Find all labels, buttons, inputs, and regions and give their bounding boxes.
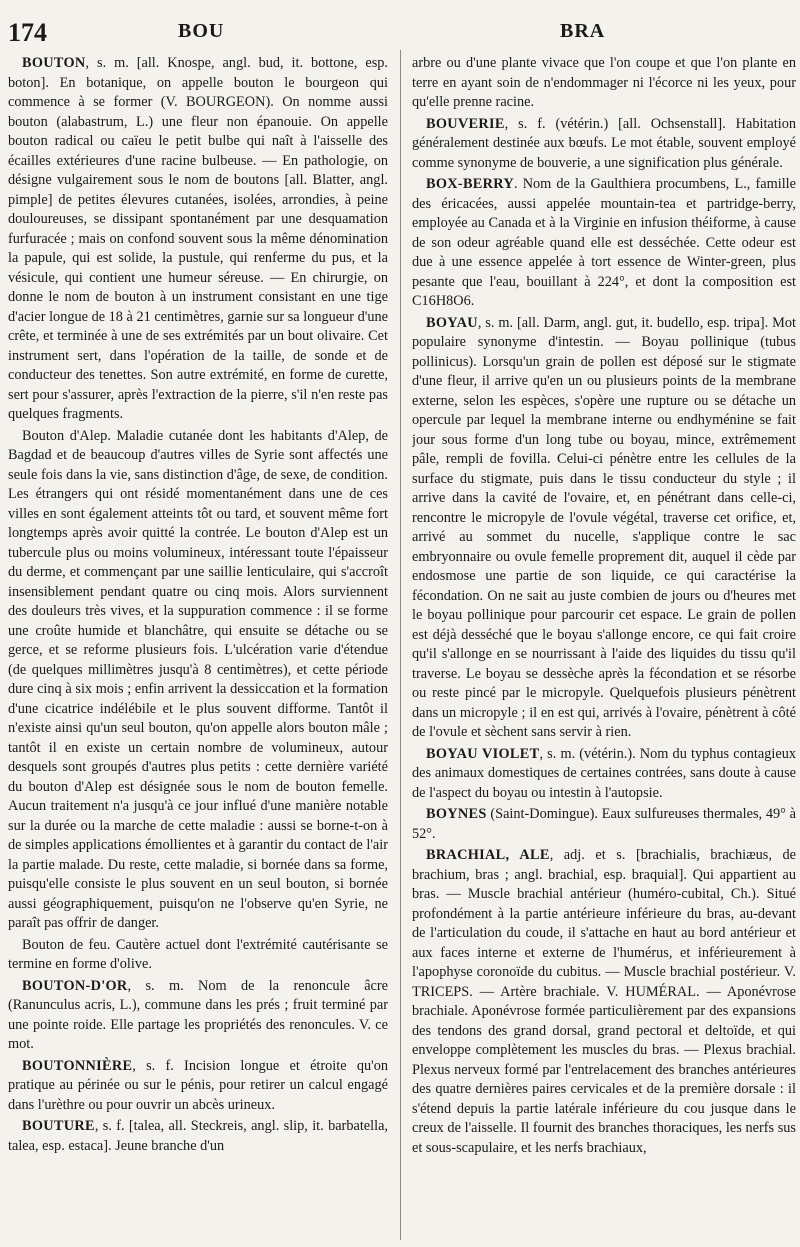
running-title-left: BOU bbox=[178, 20, 225, 42]
dictionary-entry bbox=[412, 846, 796, 1158]
entry-headword: BOYNES bbox=[426, 806, 487, 822]
entry-headword: BRACHIAL, ALE bbox=[426, 847, 550, 863]
dictionary-entry bbox=[8, 54, 388, 425]
dictionary-entry bbox=[8, 977, 388, 1055]
left-column bbox=[8, 52, 388, 1237]
entry-headword: BOX-BERRY bbox=[426, 176, 514, 192]
column-divider bbox=[400, 50, 401, 1240]
dictionary-entry bbox=[412, 745, 796, 804]
dictionary-entry bbox=[412, 54, 796, 113]
entry-headword: BOYAU bbox=[426, 314, 478, 331]
entry-headword: BOUTON bbox=[22, 55, 86, 71]
entry-text: (Saint-Domingue). Eaux sulfureuses thermales, 49° à 52°. bbox=[412, 806, 796, 842]
entry-text: , s. m. [all. Knospe, angl. bud, it. bottone, esp. boton]. En botanique, on appelle bouton le bourgeon qui commence à se former (V. BOURGEON). On nomme aussi bouton (alabastrum, L.) une fleur non épanouie. On appelle bouton radical ou caïeu le petit bulbe qui naît à l'aisselle des écailles extérieures d'une racine bulbeuse. — En pathologie, on désigne vulgairement sous le nom de boutons [all. Blatter, angl. pimple] de petites élevures cutanées, isolées, arrondies, à peine douloureuses, se dissipant spontanément par une desquamation furfuracée ; mais on confond souvent sous la même dénomination la papule, qui est solide, la pustule, qui renferme du pus, et la vésicule, qui contient une humeur séreuse. — En chirurgie, on donne le nom de bouton à un instrument consistant en une tige d'acier longue de 18 à 21 centimètres, garnie sur sa longueur d'une crête, et terminée à une de ses extrémités par un bout olivaire. Cet instrument sert, dans l'opération de la taille, de sonde et de conducteur des tenettes. Son autre extrémité, en forme de curette, sert pour s'assurer, après l'extraction de la pierre, s'il n'en reste pas quelques fragments. bbox=[8, 55, 388, 422]
entry-text: . Nom de la Gaulthiera procumbens, L., famille des éricacées, aussi appelée mountain-tea et partridge-berry, employée au Canada et à la Virginie en infusion théiforme, à cause de son odeur agréable quand elle est desséchée. Cette odeur est due à une essence appelée à tort essence de Winter-green, plus pesante que l'eau, bouillant à 224°, et dont la composition est C16H8O6. bbox=[412, 176, 796, 309]
entry-text: , s. m. [all. Darm, angl. gut, it. budello, esp. tripa]. Mot populaire synonyme d'intestin. — Boyau pollinique (tubus pollinicus). Lorsqu'un grain de pollen est déposé sur le stigmate d'une fleur, il arrive qu'en un ou plusieurs points de la membrane externe, selon les espèces, s'opère une rupture ou se détache un opercule par lequel la membrane interne ou endhyménine se fait jour sous forme d'un long tube ou boyau, mince, extrêmement pâle, rempli de fovilla. Celui-ci pénètre entre les cellules de la surface du stigmate, puis dans le tissu conducteur du style ; il arrive dans la cavité de l'ovaire, et, en pénétrant dans celle-ci, rencontre le micropyle de l'ovule végétal, traverse cet orifice, et, arrivé au sommet du nucelle, s'applique contre le sac embryonnaire ou ovule femelle proprement dit, auquel il cède par endosmose une partie de son liquide, ce qui caractérise la fécondation. On ne sait au juste combien de jours ou d'heures met le boyau pollinique pour parcourir cet espace. Le grain de pollen est déjà desséché que le boyau s'allonge encore, ce qui fait croire qu'il s'allonge en se nourrissant à l'aide des liquides du tissu qu'il traverse. Le boyau se dessèche après la fécondation et se résorbe ou reste pincé par le micropyle. Quelquefois plusieurs pénètrent dans un micropyle ; il en est qui, arrivés à l'ovaire, pénètrent à côté de l'ovule et sèchent sans servir à rien. bbox=[412, 314, 796, 740]
dictionary-entry bbox=[412, 115, 796, 174]
dictionary-entry bbox=[8, 427, 388, 934]
entry-headword: BOUVERIE bbox=[426, 115, 505, 132]
entry-text: Bouton de feu. Cautère actuel dont l'extrémité cautérisante se termine en forme d'olive. bbox=[8, 936, 388, 972]
entry-text: , s. m. Nom de la renoncule âcre (Ranunculus acris, L.), commune dans les prés ; fruit terminé par une pointe roide. Elle partage les propriétés des renoncules. V. ce mot. bbox=[8, 977, 388, 1052]
entry-headword: BOUTON-D'OR bbox=[22, 977, 128, 994]
entry-text: , s. f. Incision longue et étroite qu'on pratique au périnée ou sur le pénis, pour retirer un calcul engagé dans l'urèthre ou pour ouvrir un abcès urineux. bbox=[8, 1057, 388, 1113]
entry-text: , s. m. (vétérin.). Nom du typhus contagieux des animaux domestiques de certaines contrées, sans doute à cause de l'aspect du boyau ou intestin à l'autopsie. bbox=[412, 745, 796, 801]
entry-text: , s. f. (vétérin.) [all. Ochsenstall]. Habitation généralement destinée aux bœufs. Le mot étable, souvent employé comme synonyme de bouverie, a une signification plus générale. bbox=[412, 115, 796, 171]
dictionary-entry bbox=[412, 805, 796, 844]
entry-text: , s. f. [talea, all. Steckreis, angl. slip, it. barbatella, talea, esp. estaca]. Jeune branche d'un bbox=[8, 1118, 388, 1154]
entry-text: Bouton d'Alep. Maladie cutanée dont les habitants d'Alep, de Bagdad et de beaucoup d'autres villes de Syrie sont affectés une seule fois dans la vie, sans distinction d'âge, de sexe, de condition. Les étrangers qui ont résidé momentanément dans une de ces villes en sont également atteints tôt ou tard, et souvent même fort longtemps après avoir quitté la contrée. Le bouton d'Alep est un tubercule plus ou moins volumineux, intéressant toute l'épaisseur du derme, et commençant par une saillie lenticulaire, qui s'accroît insensiblement pendant quatre ou cinq mois. Alors surviennent des douleurs très vives, et la suppuration commence : il se forme une croûte humide et blanchâtre, qui ensuite se détache ou se gerce, et se reforme plusieurs fois. L'ulcération varie d'étendue (de quelques millimètres jusqu'à 8 centimètres), et cette période dure cinq à six mois ; enfin arrivent la dessiccation et la formation d'une cicatrice indélébile et le plus souvent difforme. Tantôt il n'existe ainsi qu'un seul bouton, qu'on appelle alors bouton mâle ; tantôt il en existe un certain nombre de volumineux, autour desquels sont groupés d'autres plus petits : cette dernière variété du bouton d'Alep est désignée sous le nom de bouton femelle. Aucun traitement n'a jusqu'à ce jour influé d'une manière notable sur la durée ou la marche de cette maladie : aussi se borne-t-on à de simples applications émollientes et à garantir du contact de l'air la partie malade. Du reste, cette maladie, si bornée dans sa forme, puisqu'elle consiste le plus souvent en un seul bouton, si bornée aussi géographiquement, puisqu'on ne l'observe qu'en Syrie, ne paraît pas offrir de danger. bbox=[8, 427, 388, 931]
entry-headword: BOYAU VIOLET bbox=[426, 745, 540, 762]
dictionary-entry bbox=[8, 1117, 388, 1156]
entry-headword: BOUTURE bbox=[22, 1118, 95, 1134]
page-number: 174 bbox=[8, 18, 47, 47]
running-title-right: BRA bbox=[560, 20, 606, 42]
entry-text: , adj. et s. [brachialis, brachiæus, de brachium, bras ; angl. brachial, esp. braquial]. Qui appartient au bras. — Muscle brachial antérieur (huméro-cubital, Ch.). Situé profondément à la partie antérieure inférieure du bras, au-devant de l'articulation du coude, il s'attache en haut au bord antérieur et aux faces interne et externe de l'humérus, et inférieurement à l'apophyse coronoïde du cubitus. — Muscle brachial postérieur. V. TRICEPS. — Artère brachiale. V. HUMÉRAL. — Aponévrose brachiale. Aponévrose formée particulièrement par des expansions des tendons des grand dorsal, grand pectoral et deltoïde, et qui enveloppe complètement les muscles du bras. — Plexus brachial. Plexus nerveux formé par l'entrelacement des branches antérieures des quatre dernières paires cervicales et de la première dorsale : il s'étend depuis la partie latérale inférieure du cou jusque dans le creux de l'aisselle. Il fournit des branches thoraciques, les nerfs sus et sous-scapulaire, et les nerfs brachiaux, bbox=[412, 847, 796, 1156]
entry-text: arbre ou d'une plante vivace que l'on coupe et que l'on plante en terre en ayant soin de n'endommager ni l'écorce ni les yeux, pour qu'elle prenne racine. bbox=[412, 55, 796, 110]
dictionary-entry bbox=[8, 936, 388, 975]
entry-headword: BOUTONNIÈRE bbox=[22, 1057, 133, 1074]
right-column bbox=[412, 52, 796, 1237]
running-head bbox=[0, 18, 800, 52]
dictionary-entry bbox=[8, 1057, 388, 1116]
dictionary-entry bbox=[412, 175, 796, 312]
dictionary-entry bbox=[412, 314, 796, 743]
